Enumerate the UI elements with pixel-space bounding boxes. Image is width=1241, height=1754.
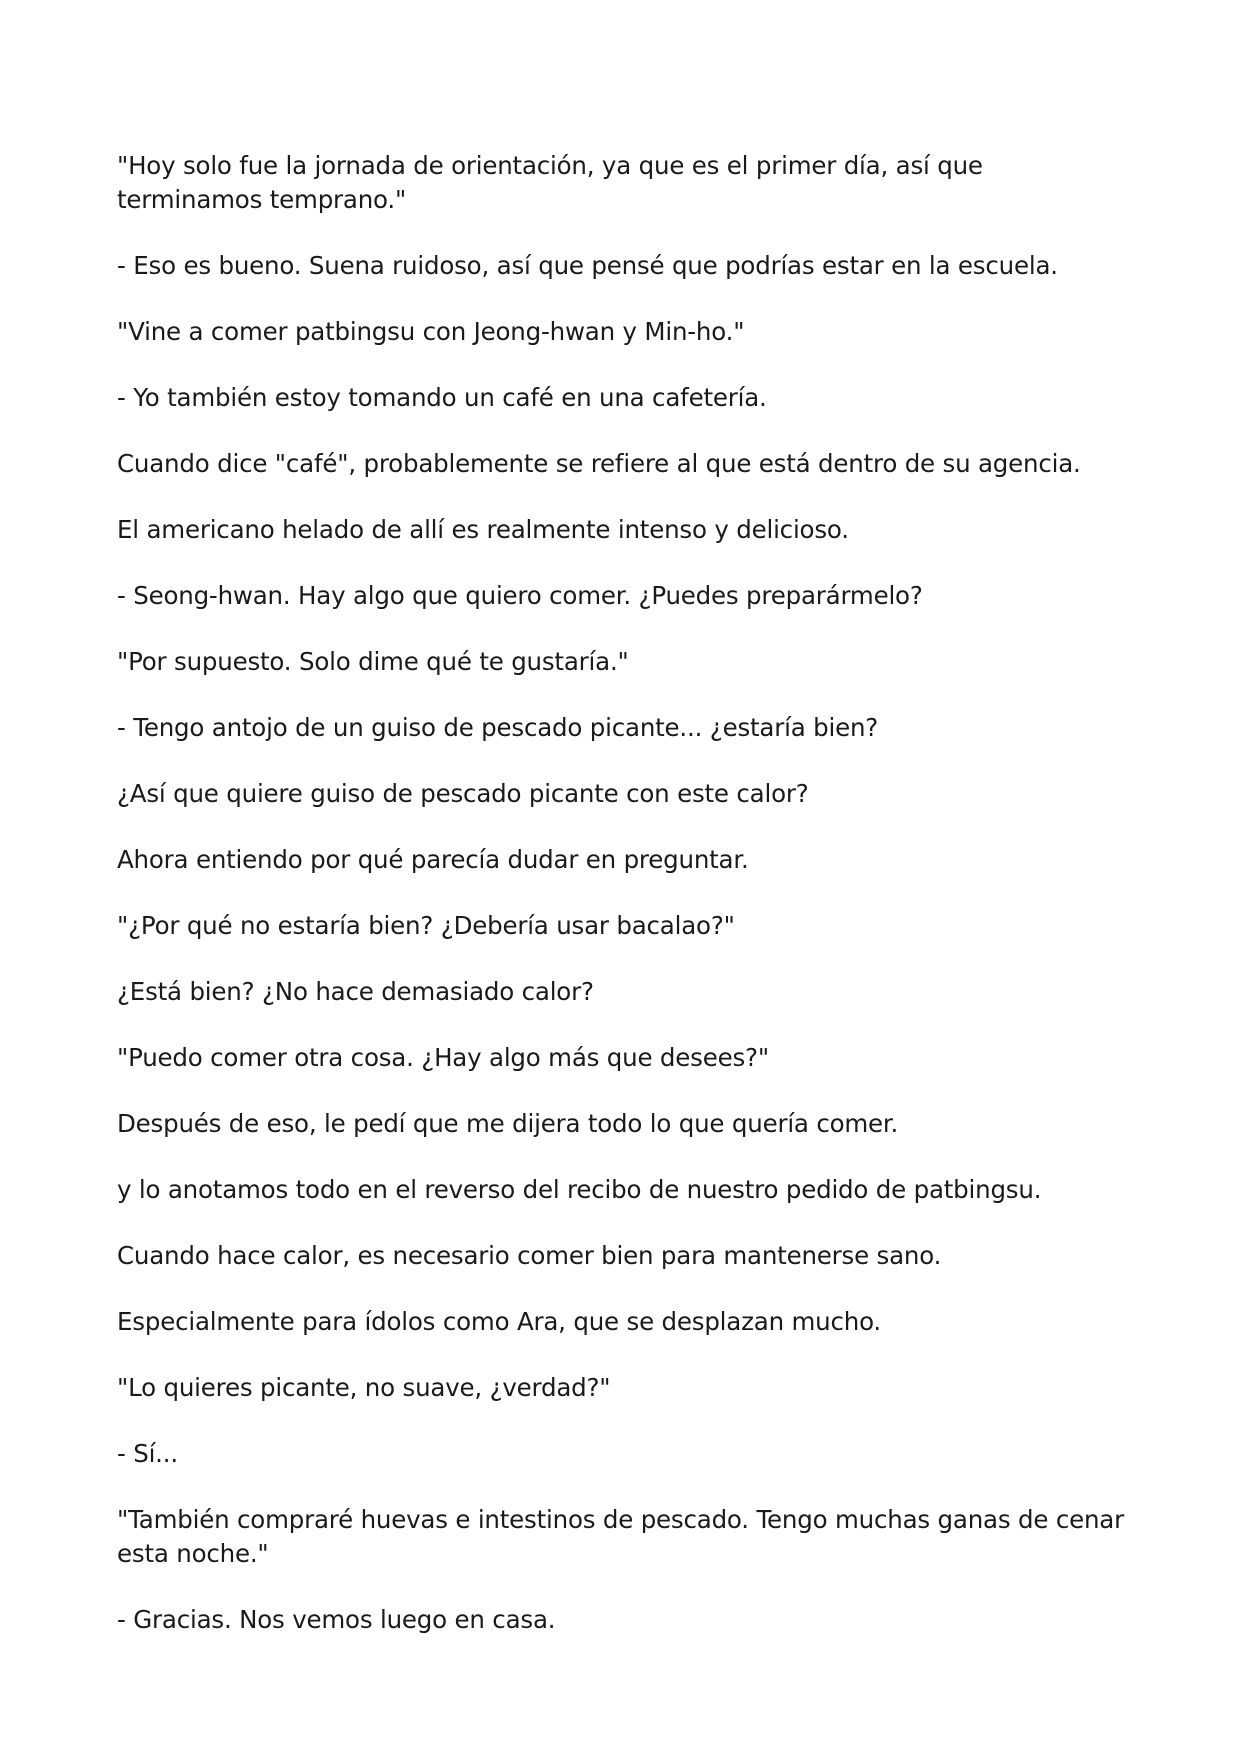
paragraph: Especialmente para ídolos como Ara, que se desplazan mucho. bbox=[117, 1307, 882, 1336]
paragraph: "Hoy solo fue la jornada de orientación, ya que es el primer día, así que terminamos temprano." bbox=[117, 151, 983, 214]
paragraph: ¿Está bien? ¿No hace demasiado calor? bbox=[117, 977, 594, 1006]
paragraph: "Vine a comer patbingsu con Jeong-hwan y Min-ho." bbox=[117, 317, 745, 346]
paragraph: - Sí... bbox=[117, 1439, 178, 1468]
paragraph: "Puedo comer otra cosa. ¿Hay algo más que desees?" bbox=[117, 1043, 769, 1072]
paragraph: - Yo también estoy tomando un café en una cafetería. bbox=[117, 383, 767, 412]
paragraph: "También compraré huevas e intestinos de pescado. Tengo muchas ganas de cenar esta noche." bbox=[117, 1505, 1124, 1568]
paragraph: ¿Así que quiere guiso de pescado picante con este calor? bbox=[117, 779, 809, 808]
paragraph: Cuando hace calor, es necesario comer bien para mantenerse sano. bbox=[117, 1241, 942, 1270]
paragraph: - Eso es bueno. Suena ruidoso, así que pensé que podrías estar en la escuela. bbox=[117, 251, 1058, 280]
paragraph: Después de eso, le pedí que me dijera todo lo que quería comer. bbox=[117, 1109, 899, 1138]
paragraph: - Seong-hwan. Hay algo que quiero comer. ¿Puedes preparármelo? bbox=[117, 581, 923, 610]
paragraph: Cuando dice "café", probablemente se refiere al que está dentro de su agencia. bbox=[117, 449, 1081, 478]
paragraph: - Gracias. Nos vemos luego en casa. bbox=[117, 1605, 556, 1634]
paragraph: "Lo quieres picante, no suave, ¿verdad?" bbox=[117, 1373, 611, 1402]
paragraph: "¿Por qué no estaría bien? ¿Debería usar bacalao?" bbox=[117, 911, 735, 940]
paragraph: y lo anotamos todo en el reverso del recibo de nuestro pedido de patbingsu. bbox=[117, 1175, 1042, 1204]
paragraph: El americano helado de allí es realmente intenso y delicioso. bbox=[117, 515, 849, 544]
document-body bbox=[117, 149, 1127, 1669]
paragraph: "Por supuesto. Solo dime qué te gustaría." bbox=[117, 647, 629, 676]
paragraph: - Tengo antojo de un guiso de pescado picante... ¿estaría bien? bbox=[117, 713, 879, 742]
paragraph: Ahora entiendo por qué parecía dudar en preguntar. bbox=[117, 845, 749, 874]
